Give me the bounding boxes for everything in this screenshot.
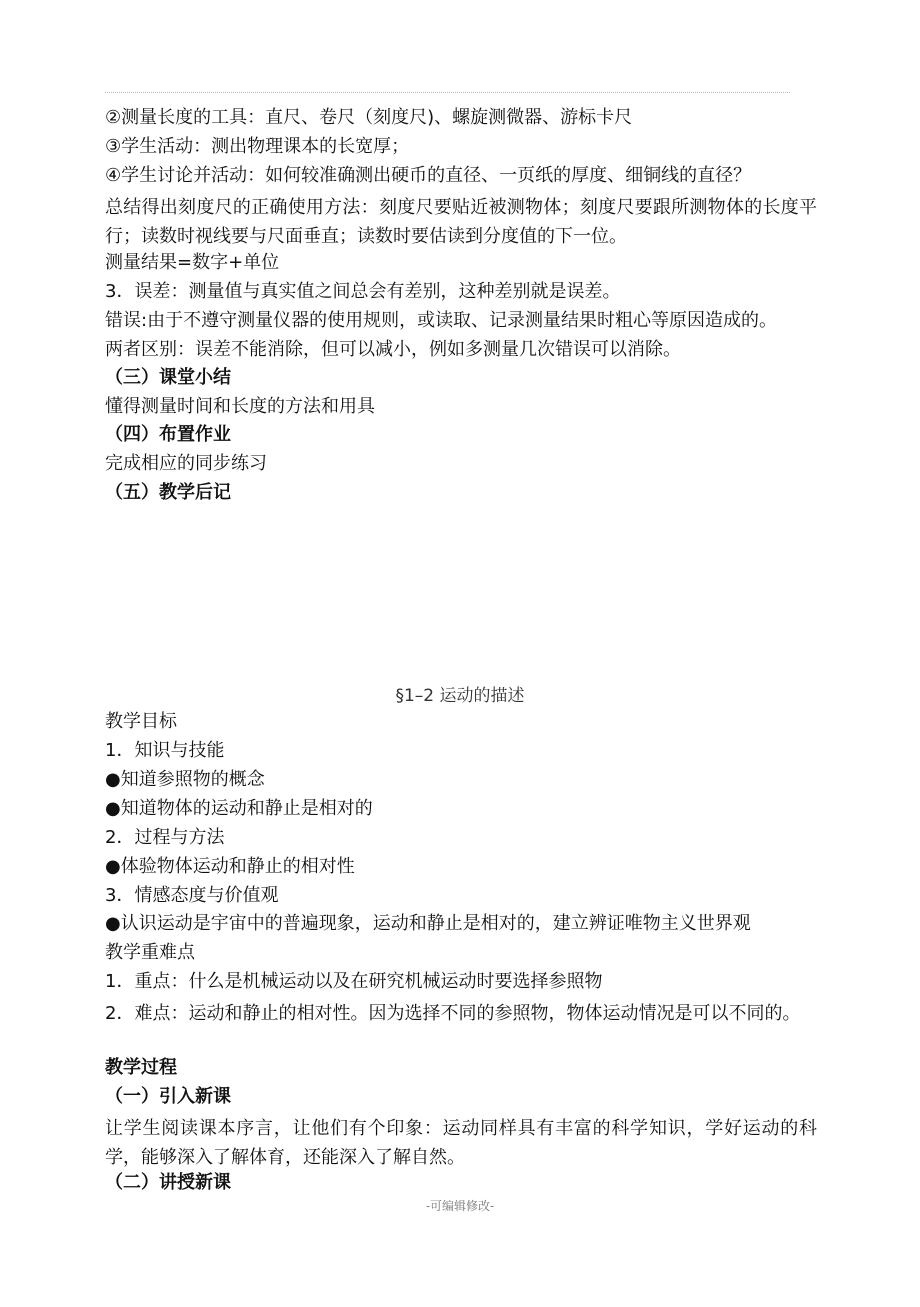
goal-knowledge: 1．知识与技能 [105,740,225,761]
header-rule [105,92,790,93]
ruler-usage-summary: 总结得出刻度尺的正确使用方法：刻度尺要贴近被测物体；刻度尺要跟所测物体的长度平行；读数时视线要与尺面垂直；读数时要估读到分度值的下一位。 [105,197,817,247]
intro-heading: （一）引入新课 [105,1086,231,1107]
class-summary-heading: （三）课堂小结 [105,367,231,388]
homework-text: 完成相应的同步练习 [105,453,267,474]
goal-process: 2．过程与方法 [105,827,225,848]
discussion-item: ④学生讨论并活动：如何较准确测出硬币的直径、一页纸的厚度、细铜线的直径？ [105,165,752,186]
goal-attitude: 3．情感态度与价值观 [105,885,279,906]
key-point-2: 2．难点：运动和静止的相对性。因为选择不同的参照物，物体运动情况是可以不同的。 [105,1003,801,1024]
goal-knowledge-a: ●知道参照物的概念 [105,769,265,790]
goal-attitude-a: ●认识运动是宇宙中的普遍现象，运动和静止是相对的，建立辨证唯物主义世界观 [105,913,751,934]
teach-heading: （二）讲授新课 [105,1172,231,1193]
goal-knowledge-b: ●知道物体的运动和静止是相对的 [105,798,373,819]
difference-text: 两者区别：误差不能消除，但可以减小，例如多测量几次错误可以消除。 [105,339,681,360]
class-summary-text: 懂得测量时间和长度的方法和用具 [105,396,375,417]
goal-process-a: ●体验物体运动和静止的相对性 [105,856,355,877]
process-heading: 教学过程 [105,1057,177,1078]
measurement-result: 测量结果=数字+单位 [105,252,280,273]
tools-item: ②测量长度的工具：直尺、卷尺（刻度尺)、螺旋测微器、游标卡尺 [105,107,633,128]
key-point-1: 1．重点：什么是机械运动以及在研究机械运动时要选择参照物 [105,971,603,992]
homework-heading: （四）布置作业 [105,424,231,445]
teaching-notes-heading: （五）教学后记 [105,482,231,503]
key-points-heading: 教学重难点 [105,942,195,963]
section-title: §1–2 运动的描述 [395,686,525,706]
mistake-definition: 错误:由于不遵守测量仪器的使用规则，或读取、记录测量结果时粗心等原因造成的。 [105,310,778,331]
page-footer: -可编辑修改- [425,1199,495,1213]
activity-item: ③学生活动：测出物理课本的长宽厚； [105,136,410,157]
error-definition: 3．误差：测量值与真实值之间总会有差别，这种差别就是误差。 [105,281,621,302]
goals-heading: 教学目标 [105,711,177,732]
intro-text: 让学生阅读课本序言，让他们有个印象：运动同样具有丰富的科学知识，学好运动的科学，能够深入了解体育，还能深入了解自然。 [105,1118,817,1168]
